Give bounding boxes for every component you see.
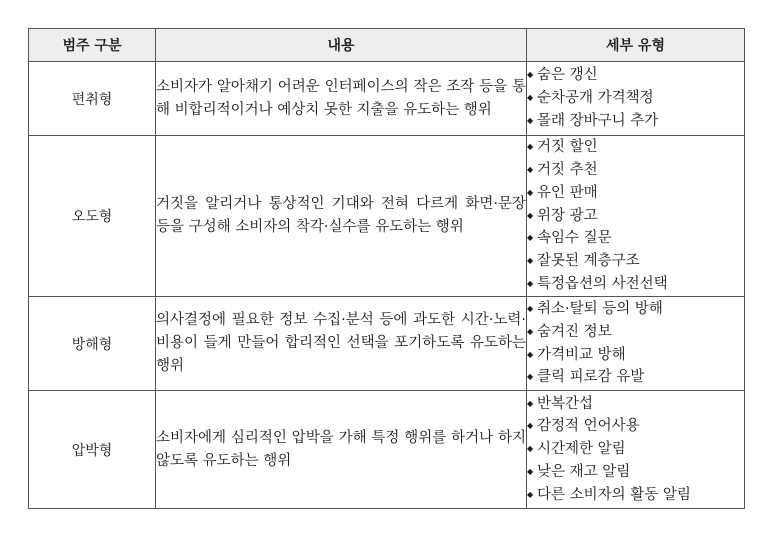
subtype-item [527, 298, 744, 321]
category-cell: 압박형 [29, 391, 156, 509]
subtype-item [527, 136, 744, 159]
description-cell: 소비자가 알아채기 어려운 인터페이스의 작은 조작 등을 통해 비합리적이거나 예상치 못한 지출을 유도하는 행위 [156, 62, 527, 136]
diamond-bullet-icon: ◆ [527, 326, 534, 336]
description-cell: 의사결정에 필요한 정보 수집·분석 등에 과도한 시간·노력·비용이 들게 만들어 합리적인 선택을 포기하도록 유도하는 행위 [156, 297, 527, 391]
subtype-item [527, 366, 744, 389]
subtype-label: 몰래 장바구니 추가 [537, 112, 659, 129]
subtype-list [527, 298, 744, 389]
subtype-label: 시간제한 알림 [537, 441, 626, 458]
subtype-item [527, 227, 744, 250]
diamond-bullet-icon: ◆ [527, 398, 534, 408]
diamond-bullet-icon: ◆ [527, 187, 534, 197]
header-category: 범주 구분 [29, 29, 156, 62]
table-row [29, 297, 745, 391]
description-cell: 거짓을 알리거나 통상적인 기대와 전혀 다르게 화면·문장 등을 구성해 소비자의 착각·실수를 유도하는 행위 [156, 136, 527, 297]
subtype-label: 유인 판매 [537, 184, 598, 201]
subtype-item [527, 438, 744, 461]
table-row [29, 136, 745, 297]
subtype-label: 속임수 질문 [537, 230, 612, 247]
subtype-label: 가격비교 방해 [537, 346, 626, 363]
subtype-item [527, 205, 744, 228]
table-row [29, 62, 745, 136]
header-row [29, 29, 745, 62]
diamond-bullet-icon: ◆ [527, 93, 534, 103]
diamond-bullet-icon: ◆ [527, 233, 534, 243]
subtype-cell [527, 136, 745, 297]
subtype-list [527, 136, 744, 296]
subtype-item [527, 484, 744, 507]
category-cell: 방해형 [29, 297, 156, 391]
subtype-label: 잘못된 계층구조 [537, 253, 640, 270]
subtype-cell [527, 391, 745, 509]
subtype-cell [527, 297, 745, 391]
subtype-item [527, 182, 744, 205]
subtype-item [527, 110, 744, 133]
header-subtypes: 세부 유형 [527, 29, 745, 62]
subtype-item [527, 250, 744, 273]
subtype-label: 순차공개 가격책정 [537, 90, 654, 107]
diamond-bullet-icon: ◆ [527, 466, 534, 476]
subtype-label: 숨은 갱신 [537, 67, 598, 84]
diamond-bullet-icon: ◆ [527, 278, 534, 288]
subtype-label: 취소·탈퇴 등의 방해 [537, 300, 663, 317]
diamond-bullet-icon: ◆ [527, 210, 534, 220]
diamond-bullet-icon: ◆ [527, 115, 534, 125]
description-cell: 소비자에게 심리적인 압박을 가해 특정 행위를 하거나 하지 않도록 유도하는 행위 [156, 391, 527, 509]
subtype-label: 감정적 언어사용 [537, 418, 640, 435]
table-row [29, 391, 745, 509]
subtype-item [527, 415, 744, 438]
diamond-bullet-icon: ◆ [527, 303, 534, 313]
subtype-item [527, 87, 744, 110]
category-cell: 오도형 [29, 136, 156, 297]
diamond-bullet-icon: ◆ [527, 165, 534, 174]
subtype-list [527, 64, 744, 132]
subtype-item [527, 321, 744, 344]
diamond-bullet-icon: ◆ [527, 70, 534, 80]
subtype-item [527, 344, 744, 367]
subtype-label: 거짓 추천 [537, 162, 598, 178]
subtype-item [527, 273, 744, 296]
subtype-cell [527, 62, 745, 136]
subtype-label: 숨겨진 정보 [537, 323, 612, 340]
diamond-bullet-icon: ◆ [527, 421, 534, 431]
subtype-item [527, 159, 744, 182]
diamond-bullet-icon: ◆ [527, 349, 534, 359]
subtype-label: 특정옵션의 사전선택 [537, 275, 668, 292]
subtype-label: 다른 소비자의 활동 알림 [537, 486, 691, 503]
subtype-item [527, 461, 744, 484]
subtype-item [527, 64, 744, 87]
subtype-label: 클릭 피로감 유발 [537, 369, 645, 386]
category-cell: 편취형 [29, 62, 156, 136]
subtype-item [527, 393, 744, 416]
dark-pattern-table [28, 28, 745, 509]
diamond-bullet-icon: ◆ [527, 444, 534, 454]
subtype-label: 낮은 재고 알림 [537, 463, 631, 480]
diamond-bullet-icon: ◆ [527, 142, 534, 152]
subtype-label: 위장 광고 [537, 207, 598, 224]
subtype-label: 반복간섭 [537, 395, 594, 412]
diamond-bullet-icon: ◆ [527, 372, 534, 382]
subtype-list [527, 393, 744, 507]
subtype-label: 거짓 할인 [537, 139, 598, 156]
diamond-bullet-icon: ◆ [527, 489, 534, 499]
diamond-bullet-icon: ◆ [527, 256, 534, 266]
header-content: 내용 [156, 29, 527, 62]
